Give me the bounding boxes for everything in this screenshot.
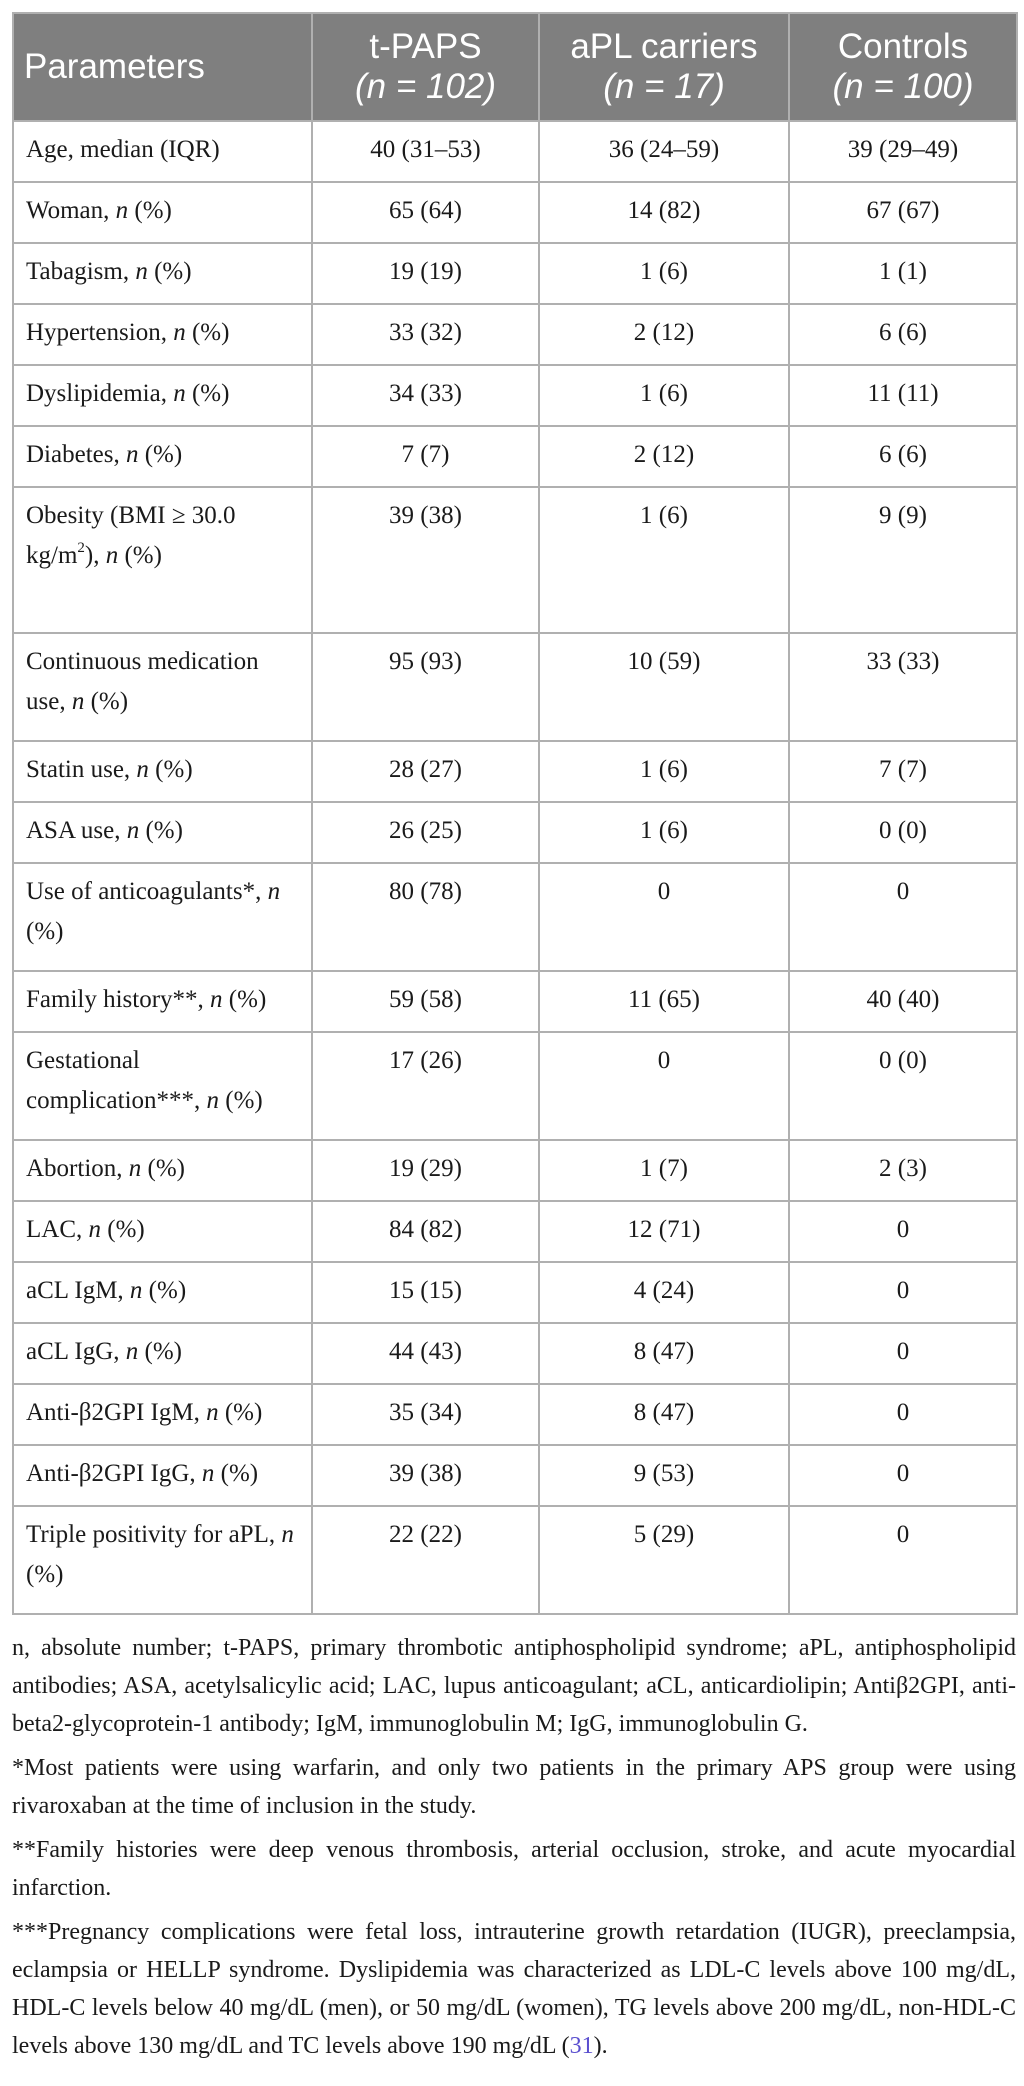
cell-tpaps: 22 (22): [312, 1506, 539, 1614]
cell-tpaps: 44 (43): [312, 1323, 539, 1384]
cell-parameter: Use of anticoagulants*, n (%): [13, 863, 312, 971]
cell-apl-carriers: 1 (6): [539, 487, 789, 633]
cell-parameter: Obesity (BMI ≥ 30.0 $kg/m^2$), n (%): [13, 487, 312, 633]
table-row: [13, 802, 1017, 863]
reference-link[interactable]: 31: [569, 2033, 594, 2059]
cell-apl-carriers: 2 (12): [539, 426, 789, 487]
cell-parameter: ASA use, n (%): [13, 802, 312, 863]
cell-parameter: Dyslipidemia, n (%): [13, 365, 312, 426]
cell-tpaps: 19 (19): [312, 243, 539, 304]
cell-tpaps: 59 (58): [312, 971, 539, 1032]
table-footnotes: [12, 1629, 1016, 2065]
header-tpaps: t-PAPS (n = 102): [312, 13, 539, 121]
cell-controls: 9 (9): [789, 487, 1017, 633]
demographics-table: [12, 12, 1018, 1615]
cell-controls: 0 (0): [789, 1032, 1017, 1140]
table-row: [13, 121, 1017, 182]
table-row: [13, 633, 1017, 741]
footnote-family-history: **Family histories were deep venous thrombosis, arterial occlusion, stroke, and acute myocardial infarction.: [12, 1837, 1016, 1901]
table-row: [13, 971, 1017, 1032]
cell-parameter: Statin use, n (%): [13, 741, 312, 802]
cell-controls: 33 (33): [789, 633, 1017, 741]
cell-controls: 0: [789, 1506, 1017, 1614]
cell-parameter: Gestational complication***, n (%): [13, 1032, 312, 1140]
table-row: [13, 741, 1017, 802]
cell-controls: 0: [789, 1323, 1017, 1384]
cell-controls: 0: [789, 1262, 1017, 1323]
cell-controls: 6 (6): [789, 426, 1017, 487]
cell-parameter: Hypertension, n (%): [13, 304, 312, 365]
header-parameters: Parameters: [13, 13, 312, 121]
cell-controls: 11 (11): [789, 365, 1017, 426]
cell-parameter: LAC, n (%): [13, 1201, 312, 1262]
cell-tpaps: 65 (64): [312, 182, 539, 243]
table-row: [13, 1262, 1017, 1323]
cell-apl-carriers: 14 (82): [539, 182, 789, 243]
cell-apl-carriers: 1 (6): [539, 802, 789, 863]
table-row: [13, 487, 1017, 633]
cell-tpaps: 39 (38): [312, 1445, 539, 1506]
cell-controls: 2 (3): [789, 1140, 1017, 1201]
table-row: [13, 304, 1017, 365]
cell-tpaps: 95 (93): [312, 633, 539, 741]
cell-apl-carriers: 9 (53): [539, 1445, 789, 1506]
cell-parameter: Diabetes, n (%): [13, 426, 312, 487]
cell-tpaps: 84 (82): [312, 1201, 539, 1262]
cell-apl-carriers: 11 (65): [539, 971, 789, 1032]
cell-tpaps: 17 (26): [312, 1032, 539, 1140]
table-body: [13, 121, 1017, 1614]
cell-controls: 7 (7): [789, 741, 1017, 802]
table-row: [13, 1323, 1017, 1384]
table-row: [13, 1445, 1017, 1506]
cell-tpaps: 34 (33): [312, 365, 539, 426]
cell-controls: 40 (40): [789, 971, 1017, 1032]
cell-tpaps: 7 (7): [312, 426, 539, 487]
table-row: [13, 243, 1017, 304]
cell-controls: 0: [789, 1384, 1017, 1445]
cell-controls: 1 (1): [789, 243, 1017, 304]
cell-tpaps: 39 (38): [312, 487, 539, 633]
cell-tpaps: 35 (34): [312, 1384, 539, 1445]
cell-apl-carriers: 1 (6): [539, 741, 789, 802]
cell-parameter: Triple positivity for aPL, n (%): [13, 1506, 312, 1614]
table-row: [13, 1201, 1017, 1262]
cell-apl-carriers: 1 (6): [539, 243, 789, 304]
table-header: [13, 13, 1017, 121]
table-row: [13, 1384, 1017, 1445]
footnote-abbreviations: n, absolute number; t-PAPS, primary thrombotic antiphospholipid syndrome; aPL, antiphospholipid antibodies; ASA, acetylsalicylic acid; LAC, lupus anticoagulant; aCL, anticardiolipin; Antiβ2GPI, anti-beta2-glycoprotein-1 antibody; IgM, immunoglobulin M; IgG, immunoglobulin G.: [12, 1635, 1016, 1737]
cell-controls: 6 (6): [789, 304, 1017, 365]
table-row: [13, 426, 1017, 487]
cell-apl-carriers: 1 (7): [539, 1140, 789, 1201]
cell-apl-carriers: 2 (12): [539, 304, 789, 365]
table-row: [13, 1506, 1017, 1614]
cell-parameter: Woman, n (%): [13, 182, 312, 243]
cell-tpaps: 80 (78): [312, 863, 539, 971]
table-row: [13, 863, 1017, 971]
footnote-pregnancy: ***Pregnancy complications were fetal loss, intrauterine growth retardation (IUGR), preeclampsia, eclampsia or HELLP syndrome. Dyslipidemia was characterized as LDL-C levels above 100 mg/dL, HDL-C levels below 40 mg/dL (men), or 50 mg/dL (women), TG levels above 200 mg/dL, non-HDL-C levels above 130 mg/dL and TC levels above 190 mg/dL (31).: [12, 1919, 1016, 2059]
cell-parameter: Anti-β2GPI IgM, n (%): [13, 1384, 312, 1445]
cell-apl-carriers: 5 (29): [539, 1506, 789, 1614]
document-page: [12, 12, 1016, 2071]
cell-apl-carriers: 8 (47): [539, 1323, 789, 1384]
cell-controls: 0: [789, 863, 1017, 971]
cell-apl-carriers: 0: [539, 863, 789, 971]
table-row: [13, 365, 1017, 426]
cell-apl-carriers: 0: [539, 1032, 789, 1140]
cell-apl-carriers: 10 (59): [539, 633, 789, 741]
cell-parameter: aCL IgM, n (%): [13, 1262, 312, 1323]
header-apl-carriers: aPL carriers (n = 17): [539, 13, 789, 121]
cell-tpaps: 19 (29): [312, 1140, 539, 1201]
table-row: [13, 182, 1017, 243]
cell-parameter: aCL IgG, n (%): [13, 1323, 312, 1384]
cell-tpaps: 28 (27): [312, 741, 539, 802]
cell-tpaps: 15 (15): [312, 1262, 539, 1323]
cell-parameter: Age, median (IQR): [13, 121, 312, 182]
cell-parameter: Continuous medication use, n (%): [13, 633, 312, 741]
cell-apl-carriers: 1 (6): [539, 365, 789, 426]
cell-controls: 39 (29–49): [789, 121, 1017, 182]
cell-apl-carriers: 4 (24): [539, 1262, 789, 1323]
table-row: [13, 1140, 1017, 1201]
cell-tpaps: 33 (32): [312, 304, 539, 365]
cell-controls: 0: [789, 1445, 1017, 1506]
cell-controls: 67 (67): [789, 182, 1017, 243]
cell-tpaps: 40 (31–53): [312, 121, 539, 182]
cell-apl-carriers: 8 (47): [539, 1384, 789, 1445]
cell-parameter: Abortion, n (%): [13, 1140, 312, 1201]
header-controls: Controls (n = 100): [789, 13, 1017, 121]
cell-controls: 0 (0): [789, 802, 1017, 863]
cell-parameter: Anti-β2GPI IgG, n (%): [13, 1445, 312, 1506]
cell-apl-carriers: 12 (71): [539, 1201, 789, 1262]
table-row: [13, 1032, 1017, 1140]
cell-parameter: Family history**, n (%): [13, 971, 312, 1032]
cell-tpaps: 26 (25): [312, 802, 539, 863]
cell-parameter: Tabagism, n (%): [13, 243, 312, 304]
footnote-anticoagulants: *Most patients were using warfarin, and only two patients in the primary APS group were using rivaroxaban at the time of inclusion in the study.: [12, 1755, 1016, 1819]
cell-controls: 0: [789, 1201, 1017, 1262]
cell-apl-carriers: 36 (24–59): [539, 121, 789, 182]
